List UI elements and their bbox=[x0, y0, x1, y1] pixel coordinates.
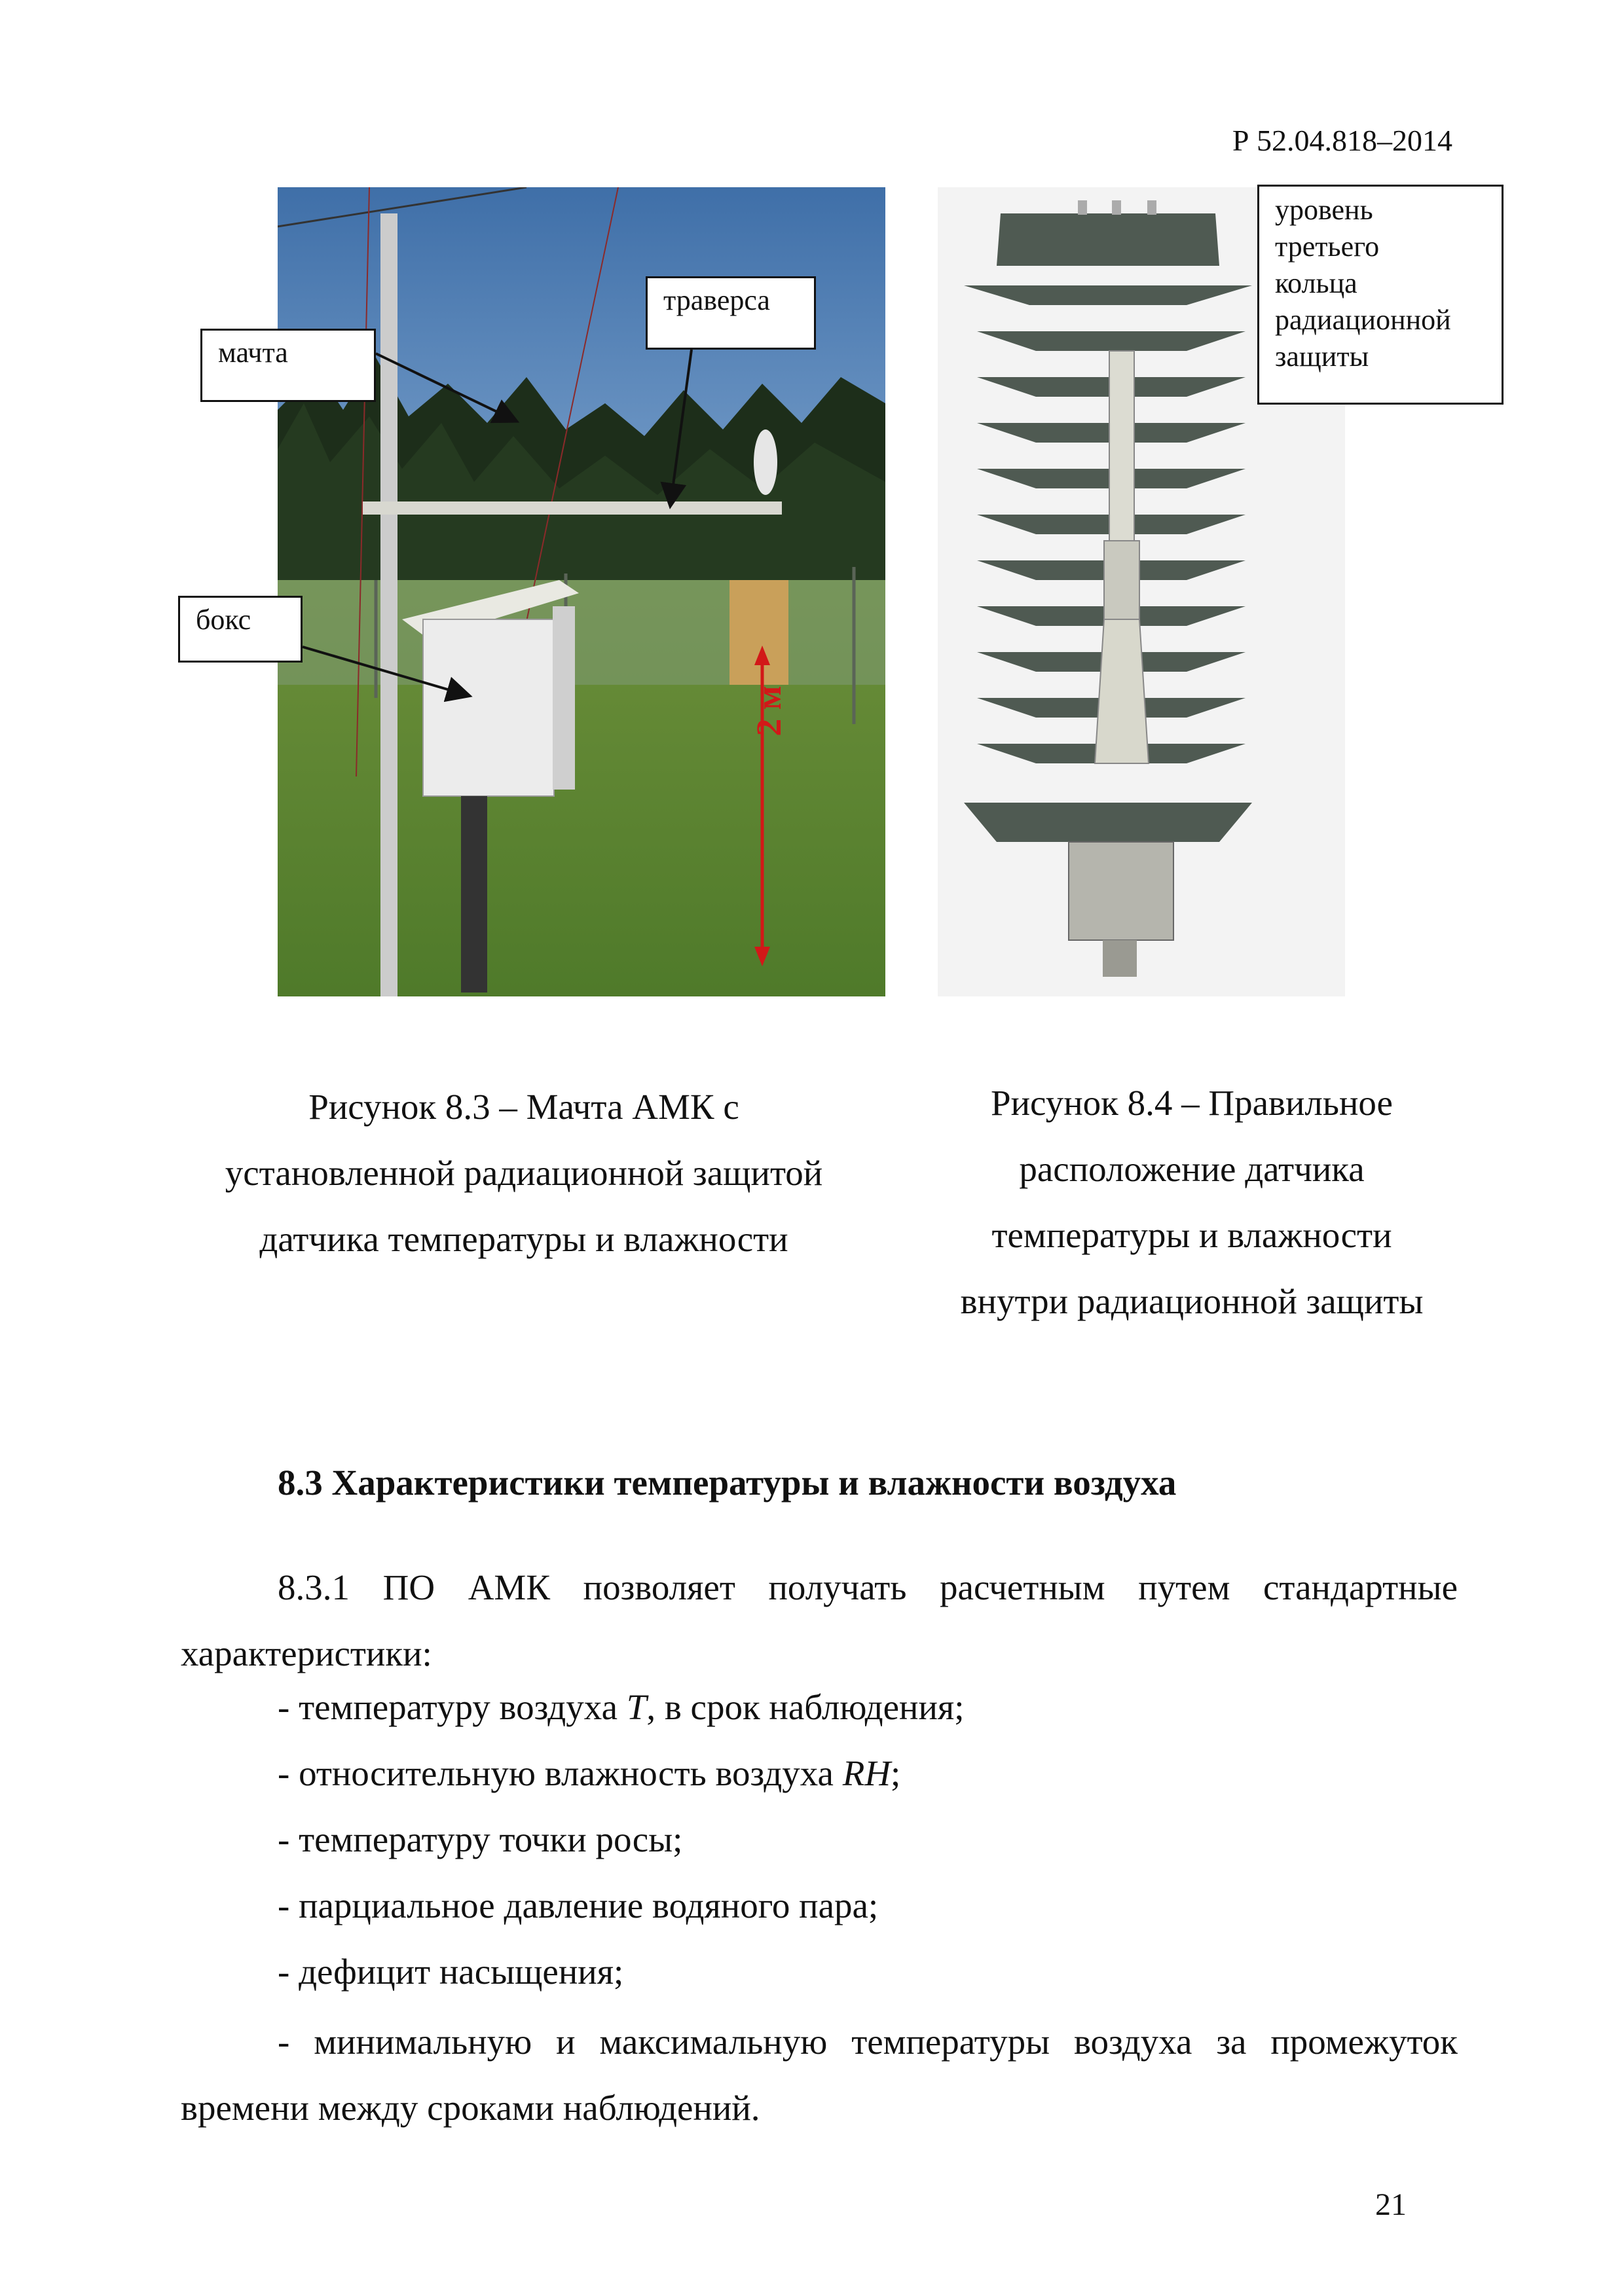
callout-line: кольца bbox=[1275, 267, 1357, 299]
callout-box: бокс bbox=[178, 596, 303, 663]
list-item: - относительную влажность воздуха RH; bbox=[278, 1753, 901, 1793]
list-item: - минимальную и максимальную температуры воздуха за промежуток bbox=[278, 2022, 1458, 2062]
caption-line: датчика температуры и влажности bbox=[259, 1219, 788, 1259]
list-item: - дефицит насыщения; bbox=[278, 1952, 624, 1992]
dimension-label: 2 м bbox=[749, 685, 788, 737]
figure-8-3-caption bbox=[170, 1074, 877, 1272]
caption-line: внутри радиационной защиты bbox=[960, 1281, 1424, 1321]
caption-line: температуры и влажности bbox=[991, 1215, 1392, 1255]
paragraph-line: характеристики: bbox=[181, 1633, 432, 1673]
list-item: - температуру воздуха T, в срок наблюдения; bbox=[278, 1687, 965, 1727]
document-number: Р 52.04.818–2014 bbox=[1232, 124, 1452, 157]
caption-line: Рисунок 8.4 – Правильное bbox=[991, 1083, 1393, 1123]
list-item: - парциальное давление водяного пара; bbox=[278, 1886, 879, 1925]
callout-line: радиационной bbox=[1275, 304, 1451, 336]
callout-line: уровень bbox=[1275, 194, 1373, 226]
list-item: - температуру точки росы; bbox=[278, 1819, 683, 1859]
callout-line: третьего bbox=[1275, 230, 1380, 263]
arrow-to-traverse bbox=[671, 350, 692, 504]
callout-traverse: траверса bbox=[646, 276, 816, 350]
section-heading: 8.3 Характеристики температуры и влажности воздуха bbox=[278, 1463, 1177, 1503]
callout-line: защиты bbox=[1275, 340, 1369, 373]
caption-line: Рисунок 8.3 – Мачта АМК с bbox=[308, 1087, 739, 1127]
callout-mast: мачта bbox=[200, 329, 376, 402]
paragraph-line: времени между сроками наблюдений. bbox=[181, 2088, 760, 2128]
caption-line: установленной радиационной защитой bbox=[225, 1153, 823, 1193]
callout-third-ring-level bbox=[1257, 185, 1504, 405]
page-number: 21 bbox=[1375, 2187, 1407, 2222]
paragraph-line: 8.3.1 ПО АМК позволяет получать расчетным путем стандартные bbox=[278, 1567, 1458, 1607]
caption-line: расположение датчика bbox=[1019, 1149, 1365, 1189]
arrow-to-box bbox=[303, 647, 468, 695]
arrow-to-mast bbox=[376, 354, 515, 420]
figure-8-3-pointer-arrows bbox=[0, 0, 1624, 1048]
figure-8-4-caption bbox=[917, 1070, 1467, 1334]
